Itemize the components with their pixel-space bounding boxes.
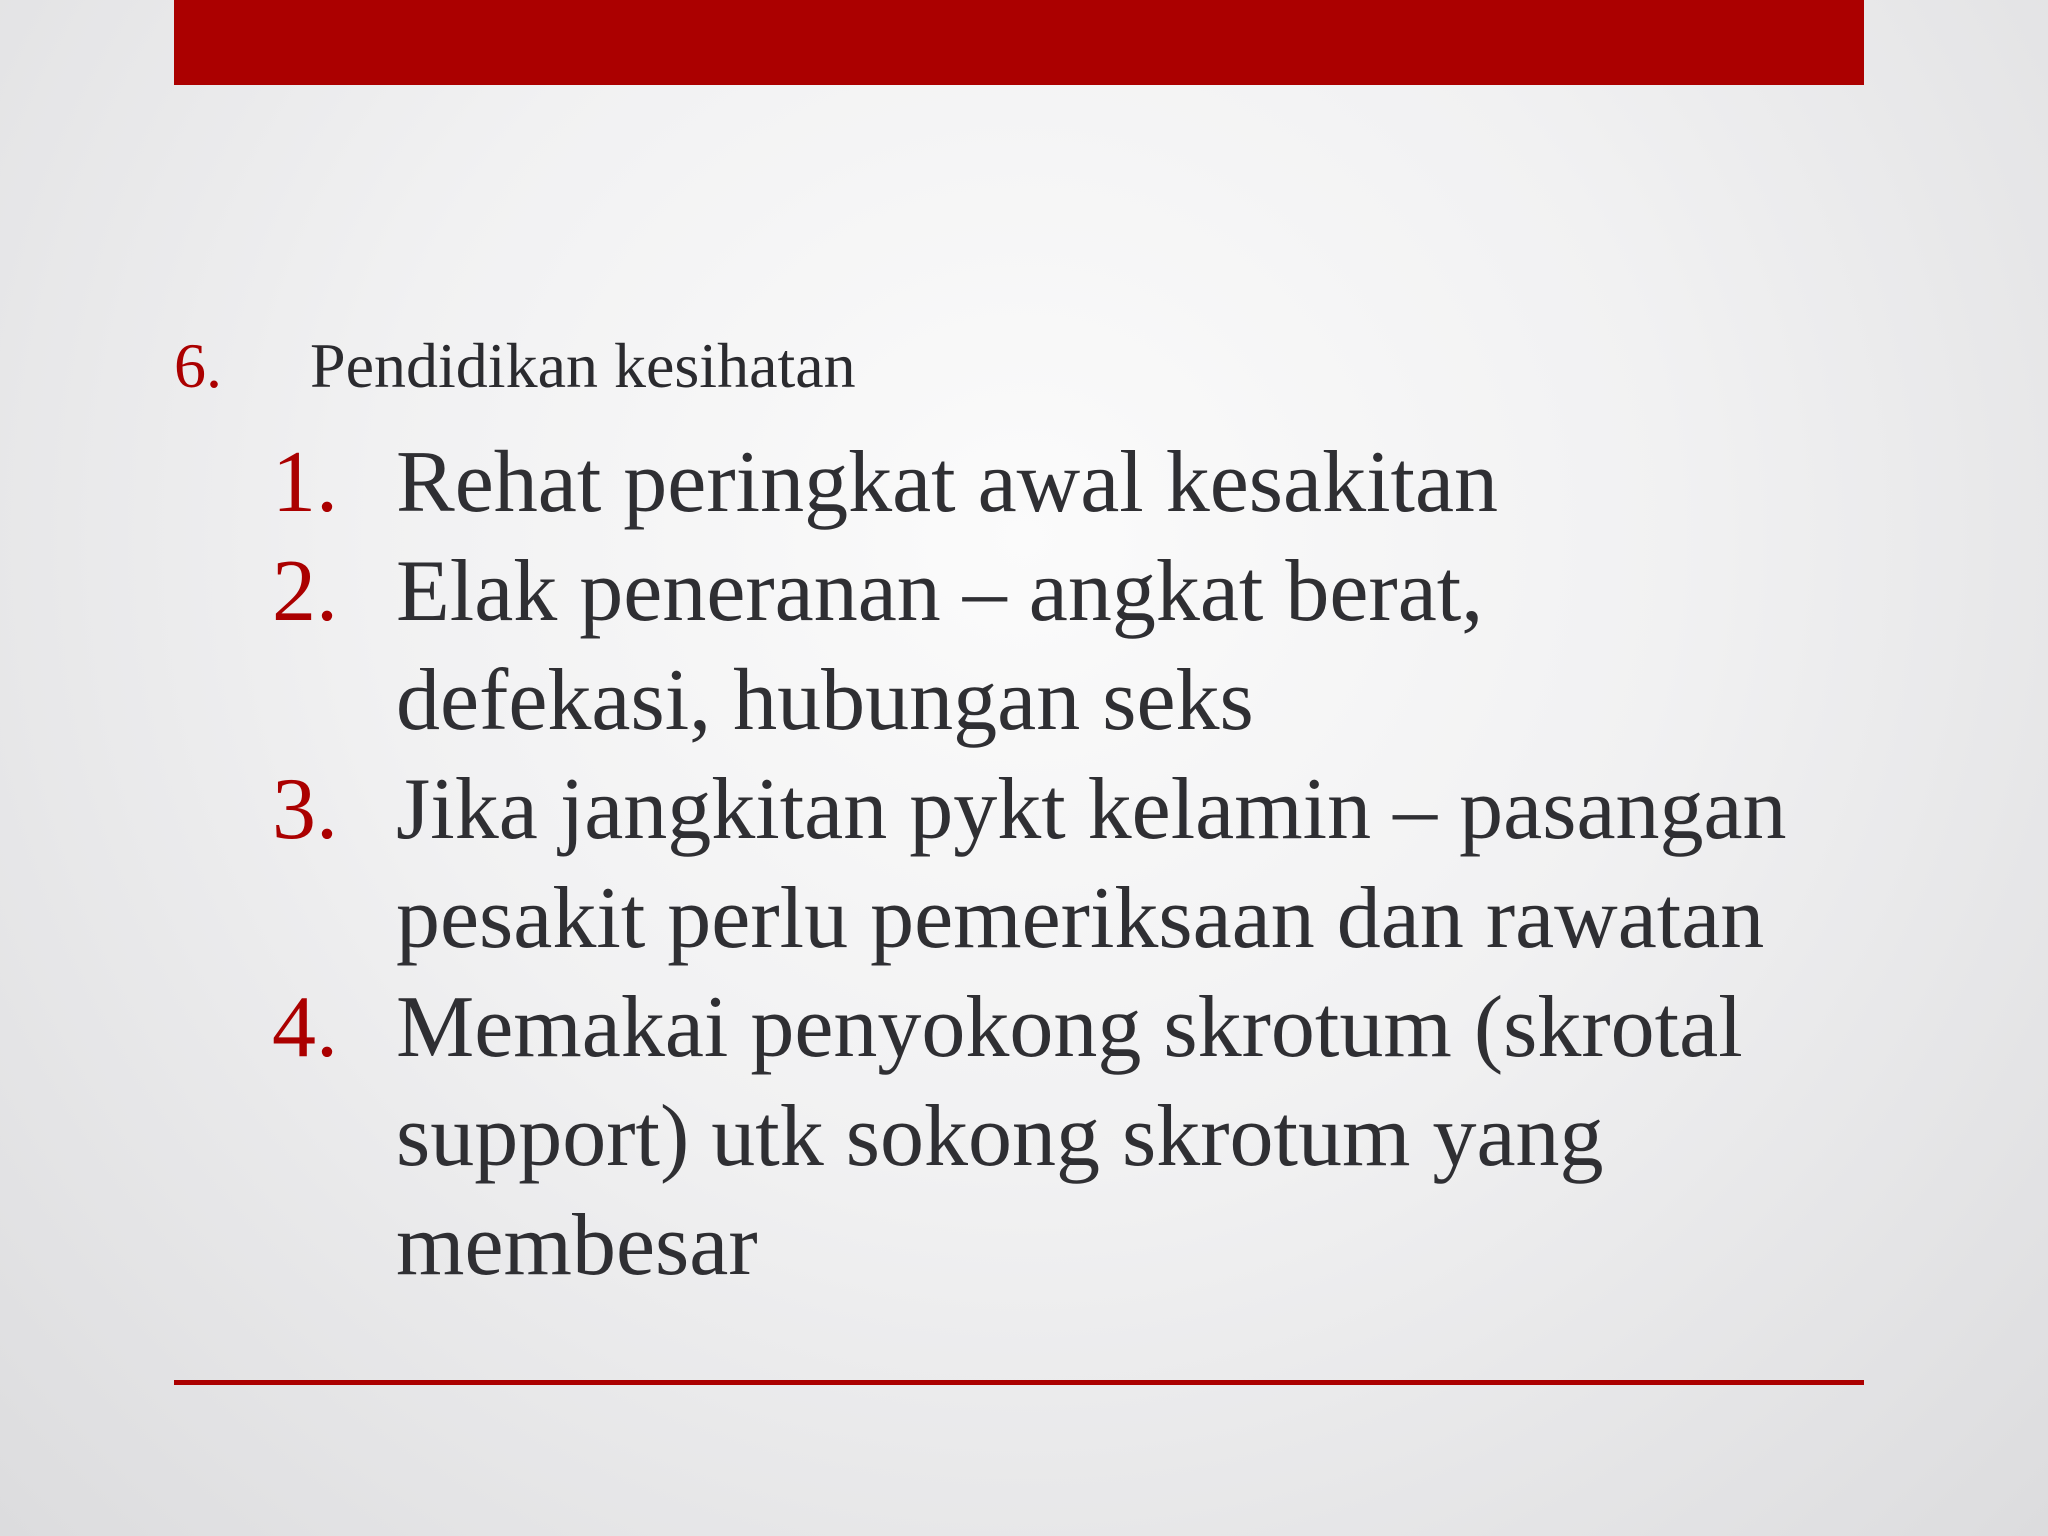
list-item-number: 3. (272, 761, 338, 858)
list-item-line: defekasi, hubungan seks (396, 652, 1254, 749)
list-item-line: Memakai penyokong skrotum (skrotal (396, 979, 1743, 1076)
list-item-text (396, 428, 1862, 537)
list-item (272, 973, 1862, 1300)
list-item-line: Elak peneranan – angkat berat, (396, 543, 1484, 640)
list-item (272, 428, 1862, 537)
list-item-number: 4. (272, 979, 338, 1076)
list-item-line: Jika jangkitan pykt kelamin – pasangan (396, 761, 1787, 858)
list-item-line: Rehat peringkat awal kesakitan (396, 434, 1499, 531)
list-item-line: pesakit perlu pemeriksaan dan rawatan (396, 870, 1765, 967)
list-item (272, 537, 1862, 755)
list-heading-number: 6. (174, 330, 222, 401)
list-item-text (396, 973, 1862, 1300)
list-heading-text: Pendidikan kesihatan (310, 330, 856, 401)
list-item-number: 1. (272, 434, 338, 531)
list-item-text (396, 537, 1862, 755)
list-item-line: membesar (396, 1197, 758, 1294)
header-accent-bar (174, 0, 1864, 85)
list-item (272, 755, 1862, 973)
list-heading (174, 330, 856, 402)
list-item-line: support) utk sokong skrotum yang (396, 1088, 1604, 1185)
footer-divider (174, 1380, 1864, 1385)
list-item-text (396, 755, 1862, 973)
list-item-number: 2. (272, 543, 338, 640)
